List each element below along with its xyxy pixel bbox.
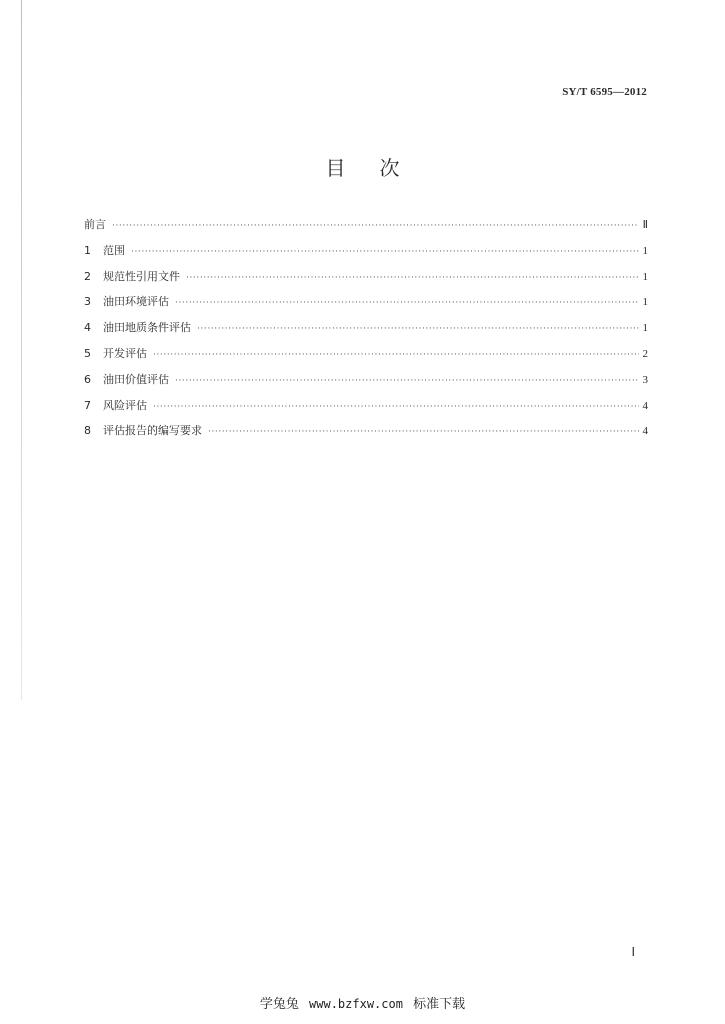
footer-watermark (0, 993, 725, 1012)
toc-entry-page: 2 (642, 347, 648, 360)
toc-title-char-1: 目 (325, 156, 346, 180)
page-number: Ⅰ (631, 945, 635, 959)
toc-entry-page: 1 (642, 296, 648, 309)
toc-entry-1[interactable] (84, 242, 648, 268)
toc-entry-5[interactable] (84, 345, 648, 371)
toc-entry-number: 3 (84, 295, 91, 309)
toc-title (0, 152, 725, 181)
toc-entry-label: 油田价值评估 (103, 372, 169, 386)
toc-entry-number: 5 (84, 346, 91, 360)
table-of-contents (84, 216, 648, 448)
toc-entry-page: Ⅱ (642, 219, 648, 231)
toc-entry-number: 2 (84, 269, 91, 283)
toc-dot-leader (197, 324, 639, 334)
toc-dot-leader (131, 247, 639, 257)
toc-entry-3[interactable] (84, 293, 648, 319)
toc-entry-7[interactable] (84, 397, 648, 423)
toc-entry-number: 8 (84, 424, 91, 438)
toc-entry-4[interactable] (84, 319, 648, 345)
toc-dot-leader (153, 350, 639, 360)
toc-entry-label: 规范性引用文件 (103, 269, 180, 283)
scan-margin-line (21, 0, 22, 700)
footer-site-name: 学兔兔 (259, 997, 299, 1012)
toc-entry-page: 3 (642, 373, 648, 386)
toc-dot-leader (153, 402, 639, 412)
toc-entry-label: 范围 (103, 243, 125, 257)
toc-entry-page: 1 (642, 244, 648, 257)
toc-entry-label: 评估报告的编写要求 (103, 424, 202, 438)
toc-entry-number: 4 (84, 321, 91, 335)
toc-entry-number: 6 (84, 372, 91, 386)
toc-entry-page: 4 (642, 425, 648, 438)
toc-entry-8[interactable] (84, 422, 648, 448)
standard-number: SY/T 6595—2012 (562, 86, 647, 98)
toc-entry-page: 1 (642, 322, 648, 335)
toc-entry-page: 1 (642, 270, 648, 283)
toc-dot-leader (175, 376, 639, 386)
footer-tagline: 标准下载 (413, 997, 466, 1012)
toc-entry-label: 油田环境评估 (103, 295, 169, 309)
toc-dot-leader (186, 273, 639, 283)
toc-entry-6[interactable] (84, 371, 648, 397)
toc-entry-page: 4 (642, 399, 648, 412)
toc-entry-label: 风险评估 (103, 398, 147, 412)
toc-dot-leader (112, 221, 639, 231)
toc-dot-leader (175, 298, 639, 308)
footer-url-link[interactable]: www.bzfxw.com (309, 997, 403, 1011)
toc-entry-2[interactable] (84, 268, 648, 294)
toc-dot-leader (208, 427, 639, 437)
toc-entry-foreword[interactable] (84, 216, 648, 242)
toc-entry-label: 开发评估 (103, 346, 147, 360)
toc-entry-label: 油田地质条件评估 (103, 321, 191, 335)
toc-entry-label: 前言 (84, 218, 106, 231)
toc-entry-number: 1 (84, 243, 91, 257)
toc-title-char-2: 次 (379, 156, 400, 180)
toc-entry-number: 7 (84, 398, 91, 412)
